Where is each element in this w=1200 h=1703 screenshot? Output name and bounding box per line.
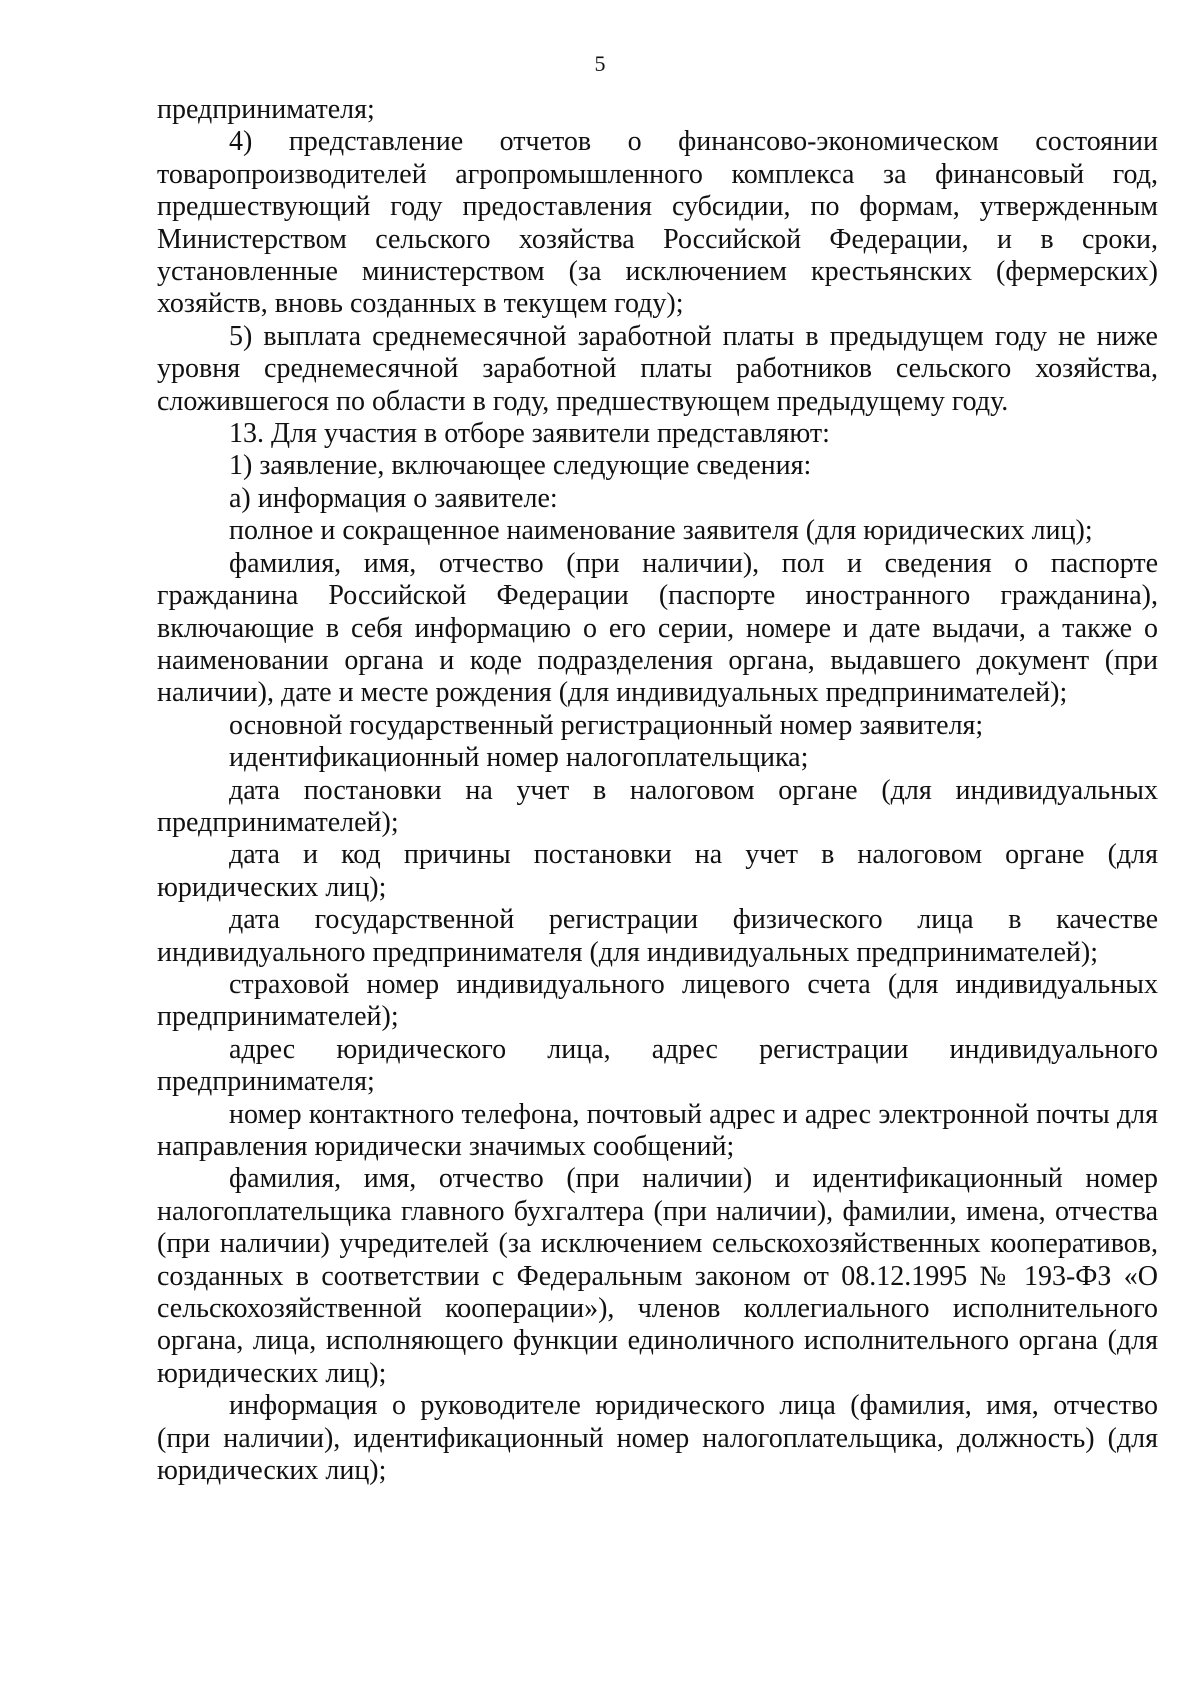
paragraph-item-4: 4) представление отчетов о финансово-экономическом состоянии товаропроизводителей агропромышленного комплекса за финансовый год, предшествующий году предоставления субсидии, по формам, утвержденным Министерством сельского хозяйства Российской Федерации, и в сроки, установленные министерством (за исключением крестьянских (фермерских) хозяйств, вновь созданных в текущем году); bbox=[157, 126, 1158, 320]
paragraph-section-13: 13. Для участия в отборе заявители представляют: bbox=[229, 418, 830, 450]
paragraph-item-1-application: 1) заявление, включающее следующие сведения: bbox=[229, 450, 812, 482]
paragraph-contacts: номер контактного телефона, почтовый адрес и адрес электронной почты для направления юридически значимых сообщений; bbox=[157, 1098, 1158, 1162]
paragraph-continuation: предпринимателя; bbox=[157, 94, 375, 125]
page-number: 5 bbox=[594, 51, 606, 76]
paragraph-accountant-founders: фамилия, имя, отчество (при наличии) и идентификационный номер налогоплательщика главного бухгалтера (при наличии), фамилии, имена, отчества (при наличии) учредителей (за исключением сельскохозяйственных кооперативов, созданных в соответствии с Федеральным законом от 08.12.1995 № 193-ФЗ «О сельскохозяйственной кооперации»), членов коллегиального исполнительного органа, лица, исполняющего функции единоличного исполнительного органа (для юридических лиц); bbox=[157, 1163, 1158, 1389]
paragraph-head-info: информация о руководителе юридического лица (фамилия, имя, отчество (при наличии), идентификационный номер налогоплательщика, должность) (для юридических лиц); bbox=[157, 1390, 1158, 1487]
paragraph-tax-registration-ip: дата постановки на учет в налоговом органе (для индивидуальных предпринимателей); bbox=[157, 774, 1158, 838]
paragraph-tax-registration-legal: дата и код причины постановки на учет в налоговом органе (для юридических лиц); bbox=[157, 839, 1158, 903]
paragraph-full-name: полное и сокращенное наименование заявителя (для юридических лиц); bbox=[229, 515, 1093, 547]
paragraph-item-5: 5) выплата среднемесячной заработной платы в предыдущем году не ниже уровня среднемесячной заработной платы работников сельского хозяйства, сложившегося по области в году, предшествующем предыдущему году. bbox=[157, 320, 1158, 417]
paragraph-inn: идентификационный номер налогоплательщика; bbox=[229, 742, 809, 774]
paragraph-address: адрес юридического лица, адрес регистрации индивидуального предпринимателя; bbox=[157, 1033, 1158, 1098]
paragraph-snils: страховой номер индивидуального лицевого счета (для индивидуальных предпринимателей); bbox=[157, 968, 1158, 1033]
paragraph-item-a-applicant-info: а) информация о заявителе: bbox=[229, 482, 558, 514]
paragraph-state-registration-date: дата государственной регистрации физического лица в качестве индивидуального предпринимателя (для индивидуальных предпринимателей); bbox=[157, 904, 1158, 968]
paragraph-passport-details: фамилия, имя, отчество (при наличии), пол и сведения о паспорте гражданина Российской Федерации (паспорте иностранного гражданина), включающие в себя информацию о его серии, номере и дате выдачи, а также о наименовании органа и коде подразделения органа, выдавшего документ (при наличии), дате и месте рождения (для индивидуальных предпринимателей); bbox=[157, 547, 1158, 709]
document-body bbox=[157, 94, 1158, 1487]
paragraph-ogrn: основной государственный регистрационный номер заявителя; bbox=[229, 709, 984, 741]
